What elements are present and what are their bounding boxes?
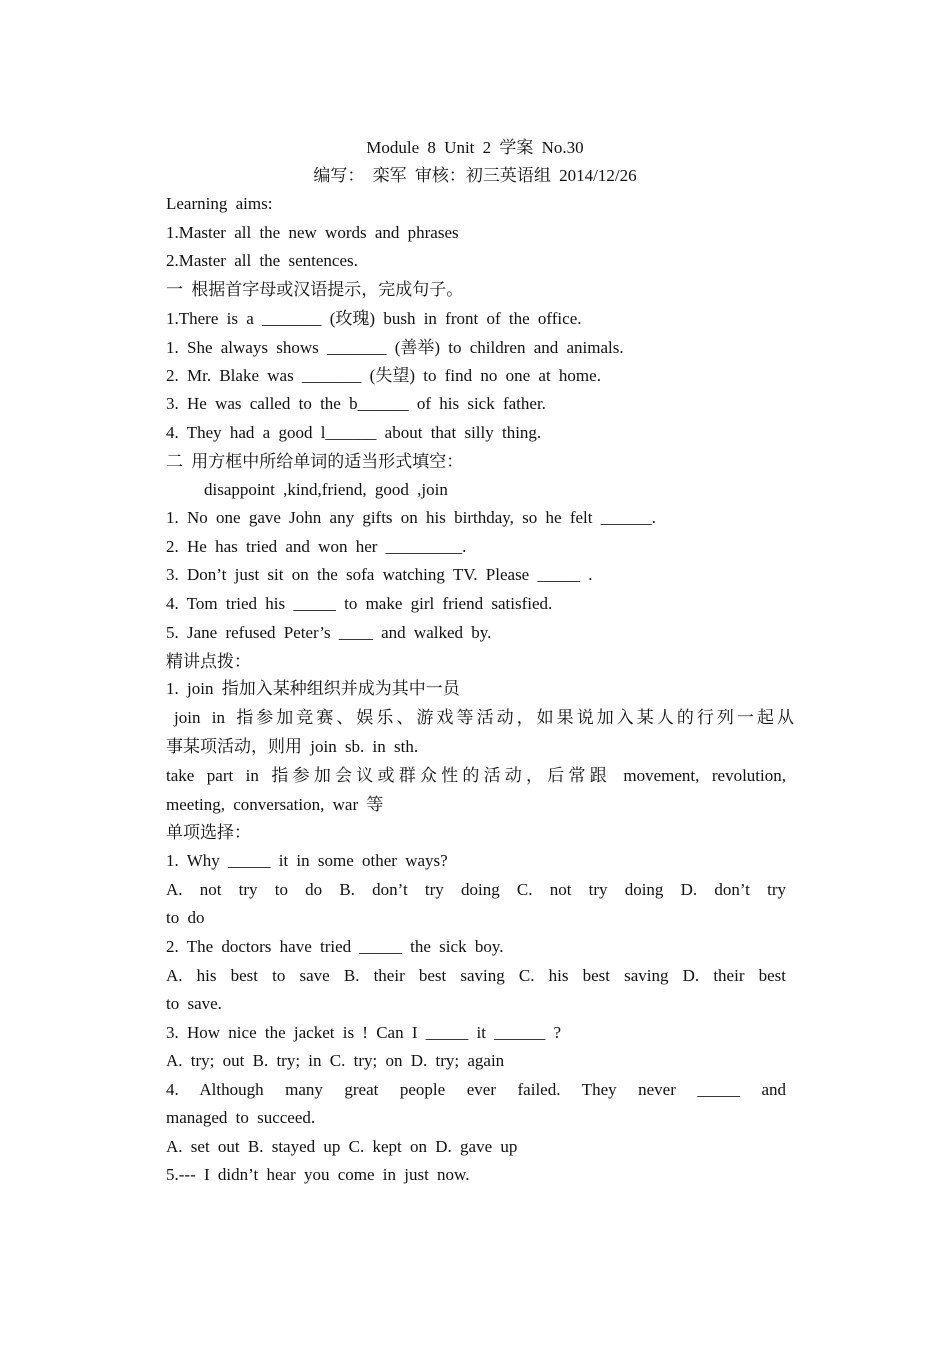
- mcq-options: A. not try to do B. don’t try doing C. not try doing D. don’t try: [166, 880, 786, 899]
- section1-heading: 一 根据首字母或汉语提示，完成句子。: [166, 280, 464, 299]
- section1-item: 1. She always shows _______ (善举) to children and animals.: [166, 338, 624, 357]
- notes-line: 1. join 指加入某种组织并成为其中一员: [166, 679, 460, 698]
- section2-item: 5. Jane refused Peter’s ____ and walked by.: [166, 623, 492, 642]
- section2-heading: 二 用方框中所给单词的适当形式填空：: [166, 452, 464, 471]
- section2-item: 2. He has tried and won her _________.: [166, 537, 467, 556]
- mcq-question: 1. Why _____ it in some other ways?: [166, 851, 448, 870]
- mcq-options: A. try; out B. try; in C. try; on D. try; again: [166, 1051, 505, 1070]
- aim-item: 1.Master all the new words and phrases: [166, 223, 459, 242]
- aim-item: 2.Master all the sentences.: [166, 251, 358, 270]
- notes-heading: 精讲点拨：: [166, 652, 251, 671]
- section1-item: 4. They had a good l______ about that silly thing.: [166, 423, 542, 442]
- mcq-question: 2. The doctors have tried _____ the sick boy.: [166, 937, 504, 956]
- document-byline: 编写： 栾军 审核：初三英语组 2014/12/26: [313, 166, 637, 185]
- section1-item: 3. He was called to the b______ of his sick father.: [166, 394, 546, 413]
- mcq-options: A. his best to save B. their best saving C. his best saving D. their best: [166, 966, 786, 985]
- mcq-question: 4. Although many great people ever failed. They never _____ and: [166, 1080, 786, 1099]
- mcq-options-cont: to do: [166, 908, 205, 927]
- mcq-heading: 单项选择：: [166, 823, 251, 842]
- word-box: disappoint ,kind,friend, good ,join: [204, 480, 448, 499]
- mcq-question: 3. How nice the jacket is ! Can I _____ it ______ ?: [166, 1023, 562, 1042]
- section2-item: 3. Don’t just sit on the sofa watching TV. Please _____ .: [166, 565, 593, 584]
- notes-line: 事某项活动，则用 join sb. in sth.: [166, 737, 419, 756]
- section2-item: 1. No one gave John any gifts on his birthday, so he felt ______.: [166, 508, 656, 527]
- notes-line: join in 指参加竞赛、娱乐、游戏等活动，如果说加入某人的行列一起从: [174, 708, 794, 727]
- section1-item: 1.There is a _______ (玫瑰) bush in front of the office.: [166, 309, 582, 328]
- mcq-question: 5.--- I didn’t hear you come in just now.: [166, 1165, 470, 1184]
- mcq-options: A. set out B. stayed up C. kept on D. gave up: [166, 1137, 518, 1156]
- section2-item: 4. Tom tried his _____ to make girl friend satisfied.: [166, 594, 553, 613]
- mcq-options-cont: to save.: [166, 994, 222, 1013]
- notes-line: take part in 指参加会议或群众性的活动，后常跟 movement, revolution,: [166, 766, 786, 785]
- notes-line: meeting, conversation, war 等: [166, 795, 384, 814]
- section1-item: 2. Mr. Blake was _______ (失望) to find no one at home.: [166, 366, 601, 385]
- document-title: Module 8 Unit 2 学案 No.30: [366, 138, 584, 157]
- mcq-question-cont: managed to succeed.: [166, 1108, 316, 1127]
- aims-heading: Learning aims:: [166, 194, 273, 213]
